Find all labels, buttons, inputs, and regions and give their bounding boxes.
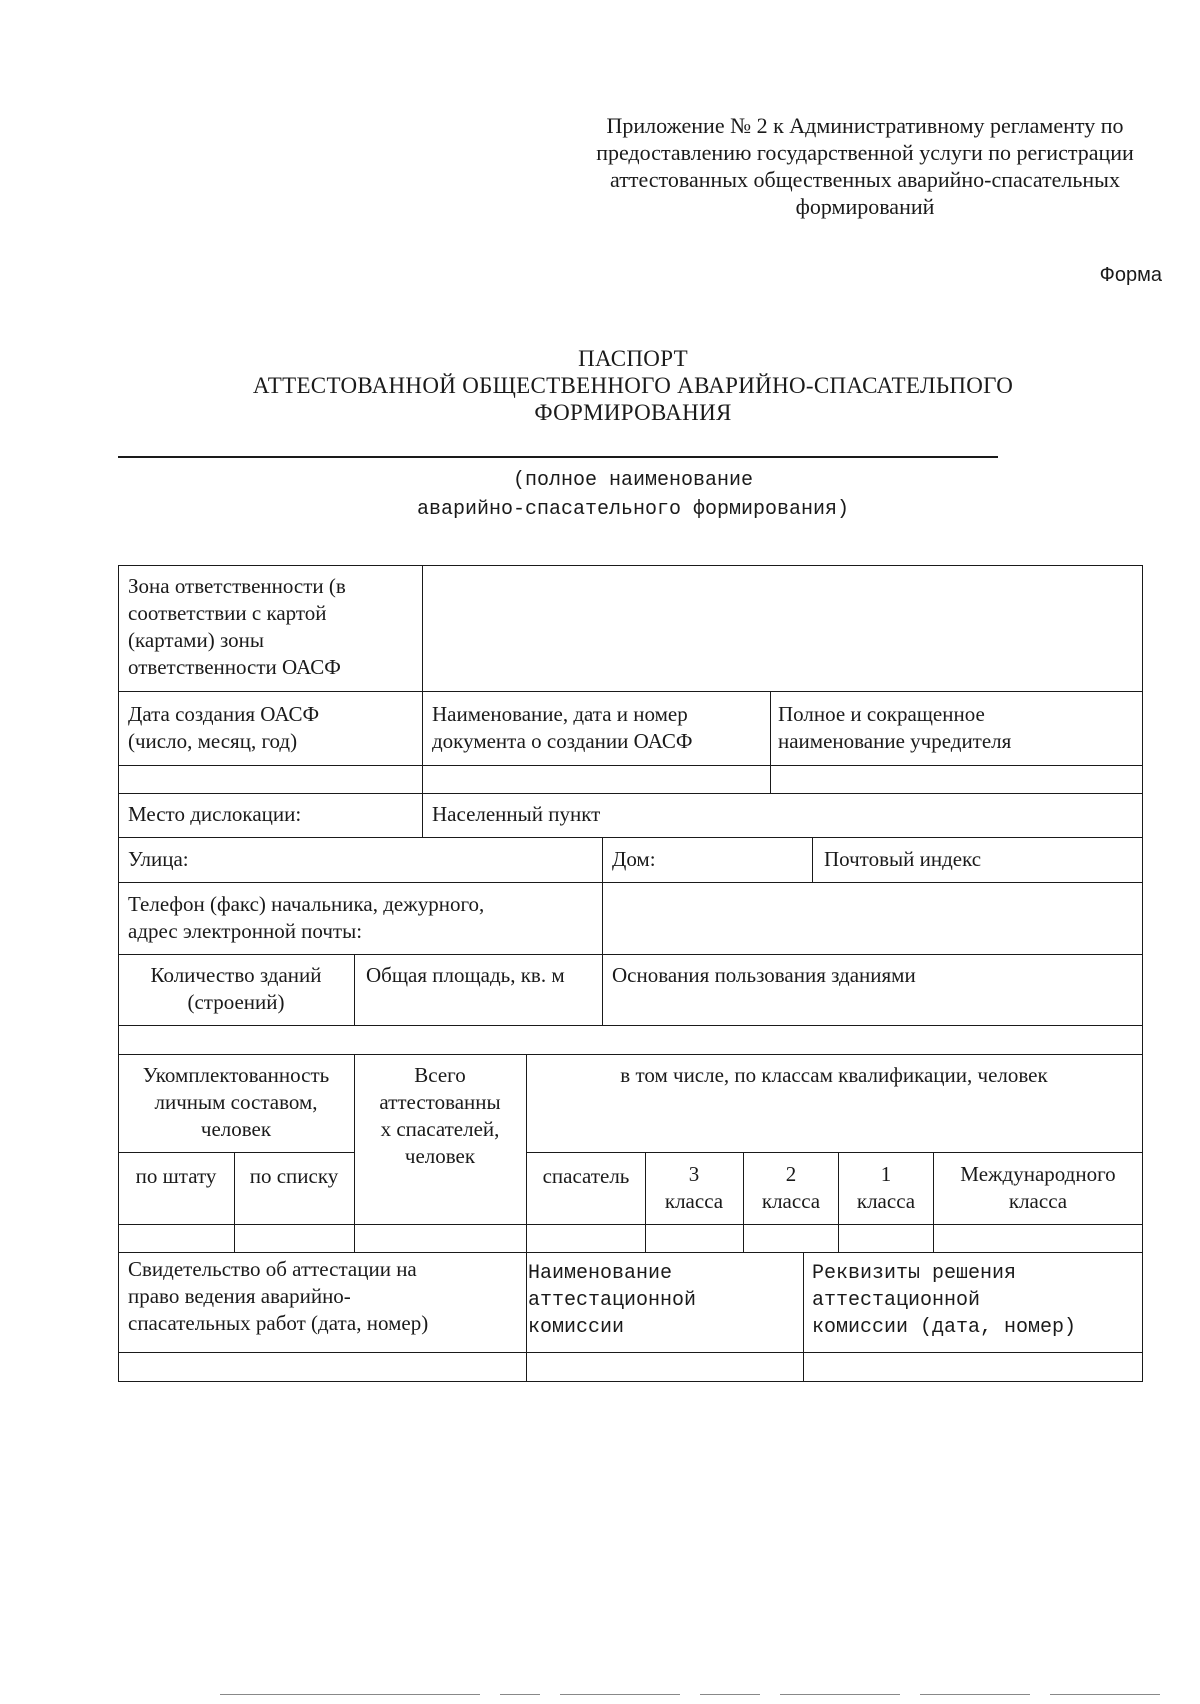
column-divider (838, 1152, 839, 1252)
rescuer-label: спасатель (542, 1164, 630, 1188)
certificate-label: Свидетельство об аттестации на право ведения аварийно- спасательных работ (дата, номер) (128, 1257, 429, 1335)
title-line-2: АТТЕСТОВАННОЙ ОБЩЕСТВЕННОГО АВАРИЙНО-СПАСАТЕЛЬПОГО (252, 373, 1014, 398)
form-label: Форма (1099, 264, 1162, 286)
street-label: Улица: (128, 847, 189, 871)
creation-document-label: Наименование, дата и номер документа о создании ОАСФ (432, 702, 693, 753)
row-divider (118, 1252, 1143, 1253)
by-list-label: по списку (249, 1164, 339, 1188)
phone-email-label: Телефон (факс) начальника, дежурного, адрес электронной почты: (128, 892, 485, 943)
row-divider (118, 691, 1143, 692)
row-divider (118, 1054, 1143, 1055)
row-divider (526, 1152, 1143, 1153)
total-certified-label: Всего аттестованны х спасателей, человек (379, 1063, 501, 1168)
column-divider (645, 1152, 646, 1252)
full-name-caption: (полное наименование аварийно-спасательного формирования) (416, 469, 850, 521)
scan-artifact-line (700, 1694, 760, 1695)
scan-artifact-line (1050, 1694, 1160, 1695)
column-divider (526, 1252, 527, 1381)
table-border-top (118, 565, 1143, 566)
location-label: Место дислокации: (128, 802, 302, 826)
row-divider (118, 954, 1143, 955)
column-divider (770, 691, 771, 793)
creation-date-label: Дата создания ОАСФ (число, месяц, год) (128, 702, 320, 753)
column-divider (422, 565, 423, 837)
scan-artifact-line (220, 1694, 480, 1695)
scan-artifact-line (560, 1694, 680, 1695)
column-divider (354, 1054, 355, 1252)
column-divider (933, 1152, 934, 1252)
house-label: Дом: (612, 847, 656, 871)
table-border-bottom (118, 1381, 1143, 1382)
staffing-label: Укомплектованность личным составом, человек (142, 1063, 330, 1141)
row-divider (118, 793, 1143, 794)
usage-basis-label: Основания пользования зданиями (612, 963, 916, 987)
international-class-label: Международного класса (960, 1162, 1116, 1213)
scan-artifact-line (920, 1694, 1030, 1695)
row-divider (118, 1352, 1143, 1353)
zone-label: Зона ответственности (в соответствии с картой (картами) зоны ответственности ОАСФ (128, 574, 346, 679)
table-border-left (118, 565, 119, 1381)
scan-artifact-line (780, 1694, 900, 1695)
postal-index-label: Почтовый индекс (824, 847, 982, 871)
class-2-label: 2 класса (761, 1162, 821, 1213)
by-class-label: в том числе, по классам квалификации, человек (620, 1063, 1048, 1087)
row-divider (118, 1025, 1143, 1026)
settlement-label: Населенный пункт (432, 802, 601, 826)
by-staff-label: по штату (135, 1164, 217, 1188)
column-divider (812, 837, 813, 882)
row-divider (118, 837, 1143, 838)
column-divider (234, 1152, 235, 1252)
scan-artifact-line (500, 1694, 540, 1695)
column-divider (743, 1152, 744, 1252)
column-divider (803, 1252, 804, 1381)
title-line-3: ФОРМИРОВАНИЯ (534, 400, 732, 425)
buildings-count-label: Количество зданий (строений) (150, 963, 322, 1014)
class-3-label: 3 класса (664, 1162, 724, 1213)
commission-name-label: Наименование аттестационной комиссии (528, 1262, 697, 1339)
column-divider (354, 954, 355, 1025)
row-divider (118, 1152, 354, 1153)
commission-decision-label: Реквизиты решения аттестационной комиссии (дата, номер) (812, 1262, 1077, 1339)
total-area-label: Общая площадь, кв. м (366, 963, 565, 987)
table-border-right (1142, 565, 1143, 1381)
appendix-reference: Приложение № 2 к Административному регламенту по предоставлению государственной услуги по регистрации аттестованных общественных аварийно-спасательных формирований (596, 113, 1134, 219)
row-divider (118, 765, 1143, 766)
column-divider (526, 1054, 527, 1252)
class-1-label: 1 класса (856, 1162, 916, 1213)
column-divider (602, 837, 603, 1025)
row-divider (118, 882, 1143, 883)
title-line-1: ПАСПОРТ (578, 346, 688, 371)
founder-label: Полное и сокращенное наименование учредителя (778, 702, 1012, 753)
row-divider (118, 1224, 1143, 1225)
